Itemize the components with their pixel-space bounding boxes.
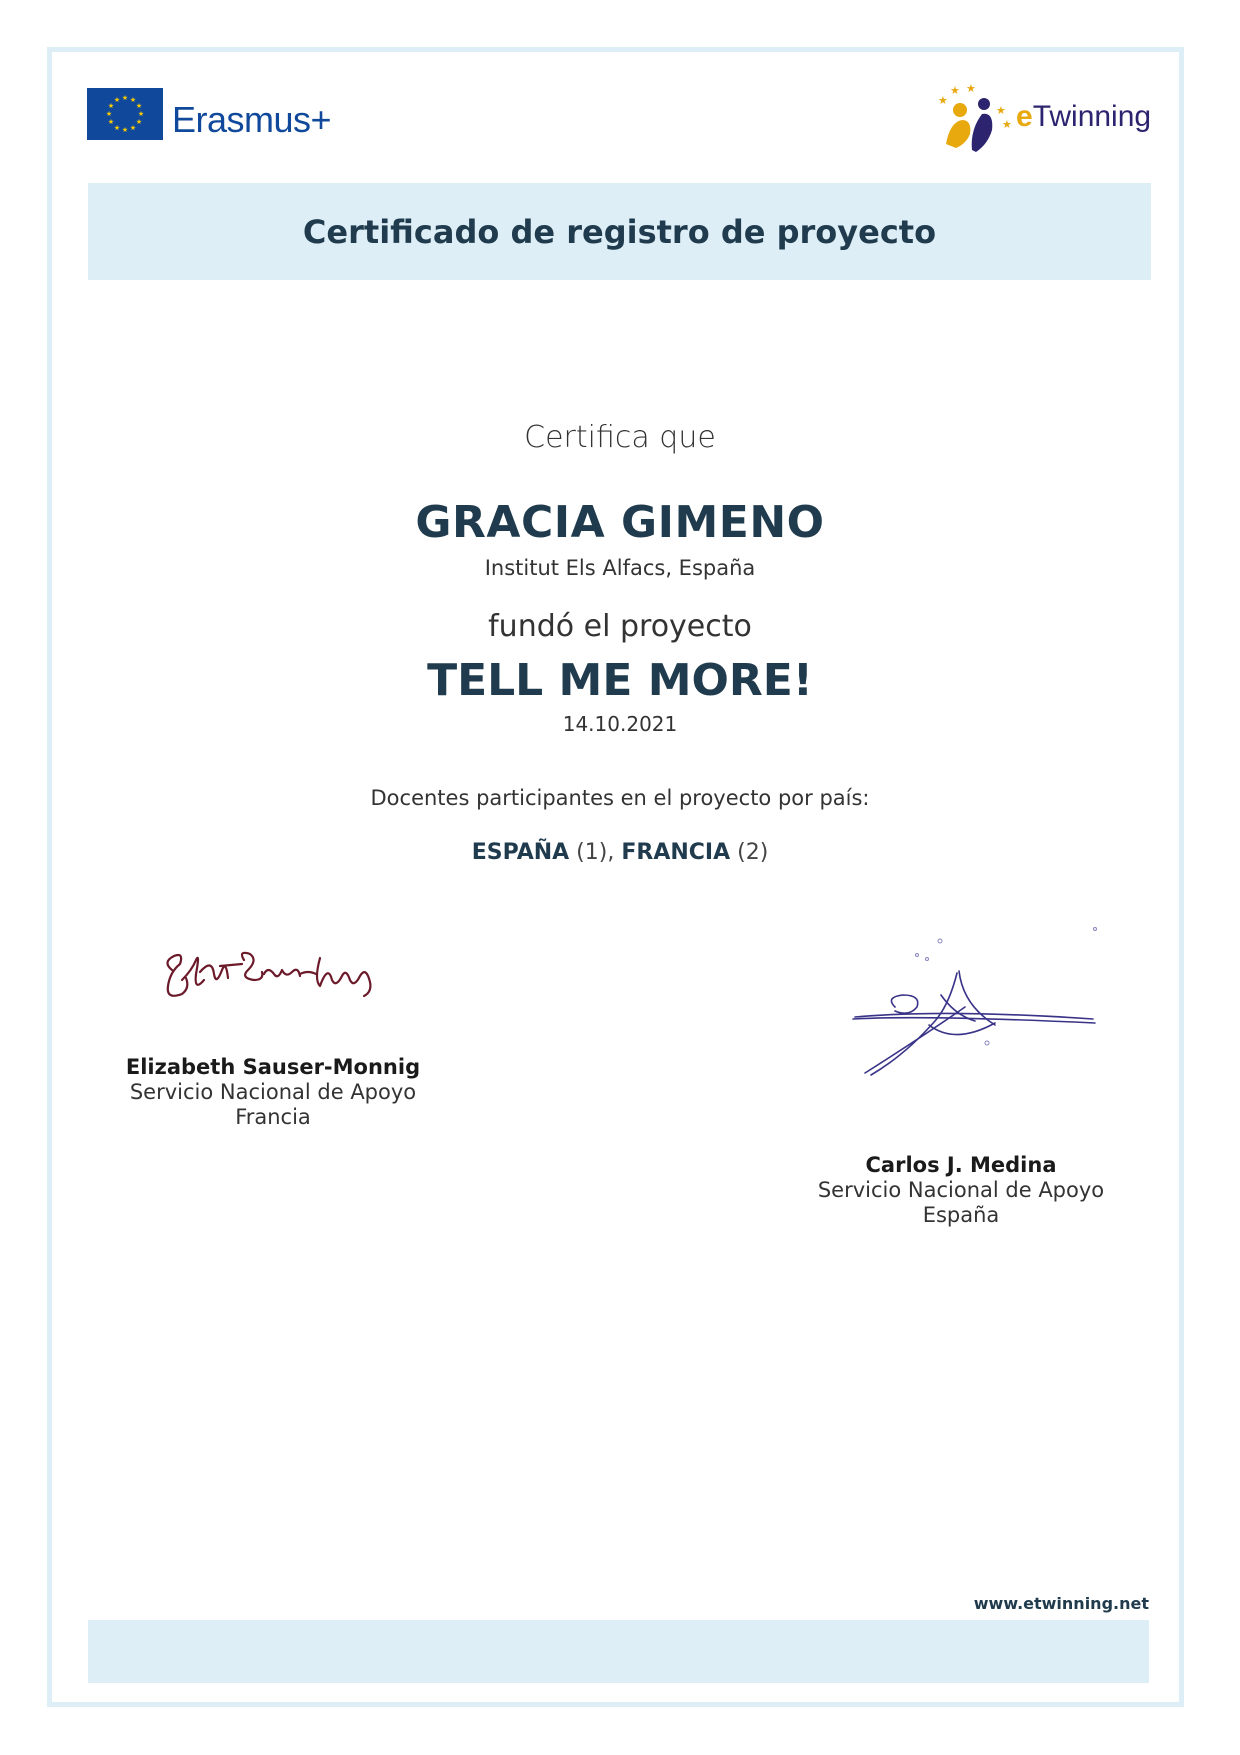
signer-left [103,1055,443,1130]
svg-text:★: ★ [105,109,113,118]
svg-text:★: ★ [107,117,115,126]
signer-right [791,1153,1131,1228]
svg-text:★: ★ [1002,118,1012,131]
participants-label: Docentes participantes en el proyecto por país: [370,786,870,810]
svg-text:★: ★ [137,109,145,118]
title-band [88,183,1151,280]
erasmus-logo [87,86,331,141]
etwinning-logo-text: eTwinning [1016,100,1152,133]
signer-right-country: España [922,1203,1000,1227]
signer-right-role: Servicio Nacional de Apoyo [817,1178,1105,1202]
eu-flag-icon [87,88,163,140]
svg-text:★: ★ [129,123,137,132]
signer-left-name: Elizabeth Sauser-Monnig [125,1055,421,1079]
etwinning-figures-icon [936,84,1014,154]
country-separator: , [607,840,622,865]
etwinning-logo [936,84,1151,154]
svg-text:★: ★ [113,95,121,104]
certificate-frame [47,47,1184,1707]
svg-text:★: ★ [121,93,129,102]
founded-text: fundó el proyecto [488,609,752,644]
svg-text:★: ★ [966,84,976,95]
country-name: FRANCIA [621,840,731,865]
signer-left-role: Servicio Nacional de Apoyo [129,1080,417,1104]
signer-left-country: Francia [235,1105,311,1129]
svg-text:★: ★ [107,101,115,110]
certifica-text: Certifica que [524,420,716,455]
signature-left-image [160,940,400,1020]
project-date: 14.10.2021 [562,712,678,736]
country-name: ESPAÑA [471,840,570,865]
recipient-name: GRACIA GIMENO [415,497,825,548]
certificate-title: Certificado de registro de proyecto [302,212,937,251]
country-count: (2) [737,840,769,865]
svg-text:★: ★ [129,95,137,104]
project-name: TELL ME MORE! [427,655,813,706]
svg-text:★: ★ [996,104,1006,117]
svg-text:★: ★ [950,84,960,97]
institution-text: Institut Els Alfacs, España [484,556,756,580]
erasmus-logo-text: Erasmus+ [172,98,332,140]
website-link[interactable]: www.etwinning.net [973,1594,1149,1613]
signer-right-name: Carlos J. Medina [865,1153,1057,1177]
countries-list [0,840,1240,865]
signature-right-image [845,925,1105,1095]
svg-text:★: ★ [135,101,143,110]
svg-text:★: ★ [938,94,948,107]
svg-text:★: ★ [121,125,129,134]
svg-text:★: ★ [135,117,143,126]
country-count: (1) [576,840,608,865]
footer-band [88,1620,1149,1683]
svg-text:★: ★ [113,123,121,132]
